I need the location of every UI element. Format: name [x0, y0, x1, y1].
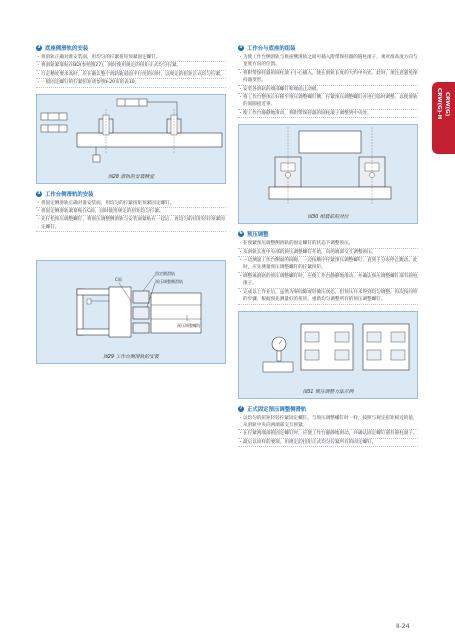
table-rail-mounting-diagram — [37, 261, 227, 353]
mounting-accuracy-diagram — [37, 95, 227, 173]
label-preload-screw: 预压调整螺钉 — [177, 323, 201, 329]
figure-caption — [37, 173, 225, 180]
list-item: ・ 调整离滑轨的预压调整螺钉时，应使工作台静静地滑动，并确认预压调整螺钉部有圆柱滚子。 — [238, 273, 418, 289]
section-heading-text: 工作台与底座的组装 — [247, 46, 296, 52]
step-number-badge: 4 — [37, 190, 41, 196]
figure-title: 组装前的对位 — [319, 215, 349, 221]
list-item: ・ 最后以同样的要领，用规定的扭矩正式均匀拧紧所有的固定螺钉。 — [238, 439, 418, 447]
list-item: ・ 将固定侧滑轨紧靠贴在C面，同时使用规定的扭矩均匀拧紧。 — [36, 208, 226, 216]
list-item: ・ 一边测量工作台侧面的间隙，一边按顺序拧紧预压调整螺钉，直到千分表停止跳动。此时，应先测量预压调整螺钉的拧紧扭矩。 — [238, 257, 418, 273]
step-number-badge: 3 — [37, 45, 41, 50]
instruction-list — [238, 240, 418, 304]
page-number: Ⅱ-24 — [396, 622, 410, 630]
list-item: ・ 为使工作台侧滑轨与底座侧滑轨之间可插入附带保持器的圆柱滚子，须对准高度方向与宽度方向的位置。 — [238, 54, 418, 70]
figure-28 — [36, 94, 226, 184]
figure-number: 图28 — [107, 174, 119, 180]
instruction-list — [238, 415, 418, 448]
list-item: ・ 将滑轨紧靠贴在BD(参照图27)，同时使用规定的扭矩正式均匀拧紧。 — [36, 62, 226, 70]
figure-caption — [37, 353, 225, 360]
list-item: ・ 在拧紧两端部的固定螺钉时，应使工作台静静地滑动，并确认固定螺钉部有圆柱滚子。 — [238, 430, 418, 438]
figure-number: 图31 — [302, 389, 314, 395]
section-heading — [36, 44, 226, 52]
list-item: ・ 将固定侧滑轨正确对准安装面，用均匀的拧紧扭矩预紧固定螺钉。 — [36, 200, 226, 208]
figure-number: 图30 — [307, 215, 319, 221]
instruction-list — [36, 200, 226, 233]
list-item: ・ 安装各滑轨的端部螺钉和端面止动板。 — [238, 86, 418, 94]
left-column — [36, 44, 226, 370]
label-fixed-rail: 固定侧滑轨 — [155, 271, 175, 277]
figure-title: 滑轨的安装精度 — [120, 174, 155, 180]
alignment-diagram — [239, 125, 419, 211]
list-item: ・ 完成以上作业后，虽然为零间隙或轻微压状态，但预压并未得到均匀调整。再次按同样的步骤，根据预先测量好的扭矩，重新均匀调整所有的预压调整螺钉。 — [238, 289, 418, 305]
list-item: ・ 将附带保持器的圆柱滚子小心插入，使在滑轨长度的大约中央处。此时，须注意避免保持器变形。 — [238, 70, 418, 86]
step-number-badge: 5 — [239, 45, 243, 50]
figure-30 — [238, 124, 418, 224]
section-heading-text: 预压调整 — [247, 232, 269, 239]
section-heading — [36, 190, 226, 198]
right-column — [238, 44, 418, 447]
list-item: ・ 以均匀的扭矩轻轻拧紧固定螺钉。与预压调整螺钉时一样，按照与规定扭矩相近的值，从滑轨中央向两端部交互预紧。 — [238, 415, 418, 431]
step-number-badge: 7 — [239, 405, 243, 411]
list-item: ・ 从滑轨长度中央部的预压调整螺钉开始，向两端部交互调整预压。 — [238, 249, 418, 257]
preload-method-diagram — [239, 312, 419, 386]
list-item: ・ 行走精度要求高时，应在确认整个滑轨轨道面平行度的同时，以规定的扭矩正式均匀拧紧。 — [36, 71, 226, 79]
figure-31 — [238, 311, 418, 399]
figure-29 — [36, 260, 226, 364]
list-item: ・ 先拧松预压调整螺钉，将预压调整侧滑轨与安装面紧贴在一起后，再均匀的扭矩轻轻预紧固定螺钉。 — [36, 216, 226, 232]
section-heading-text: 正式固定预压调整侧滑轨 — [247, 406, 307, 413]
figure-title: 预压调整方法示例 — [315, 389, 354, 395]
list-item: ・ 将工作台整体正好移至预压调整螺钉侧，拧紧预压调整螺钉并进行临时调整，以使滑轨的间隙接近零。 — [238, 94, 418, 110]
section-tab-line1: CRW(G)-H — [436, 88, 442, 120]
figure-title: 工作台侧滑轨的安装 — [115, 355, 159, 361]
figure-caption — [239, 388, 417, 395]
section-heading — [238, 405, 418, 413]
list-item: ・ 在预紧预压调整侧滑轨的固定螺钉的状态下调整预压。 — [238, 240, 418, 248]
section-heading — [238, 230, 418, 238]
figure-caption — [239, 213, 417, 220]
section-heading-text: 底座侧滑轨的安装 — [45, 46, 89, 52]
instruction-list — [36, 54, 226, 88]
section-tab-line2: CRW(G) — [444, 92, 450, 117]
section-heading-text: 工作台侧滑轨的安装 — [45, 191, 94, 198]
list-item: ・ 一般固定螺钉的拧紧扭矩请参照Ⅱ-20页的表10。 — [36, 79, 226, 87]
label-c-face: C面 — [115, 277, 122, 283]
label-preload-rail: 预压调整侧滑轨 — [155, 279, 183, 285]
step-number-badge: 6 — [239, 231, 243, 237]
list-item: ・ 使工作台静静地滑动，将附带保持器的圆柱滚子调整到中央处。 — [238, 110, 418, 118]
figure-number: 图29 — [103, 355, 115, 361]
section-tab — [432, 82, 455, 154]
list-item: ・ 将滑轨正确对准安装面，用均匀的拧紧扭矩预紧固定螺钉。 — [36, 54, 226, 62]
instruction-list — [238, 54, 418, 118]
section-heading — [238, 44, 418, 52]
